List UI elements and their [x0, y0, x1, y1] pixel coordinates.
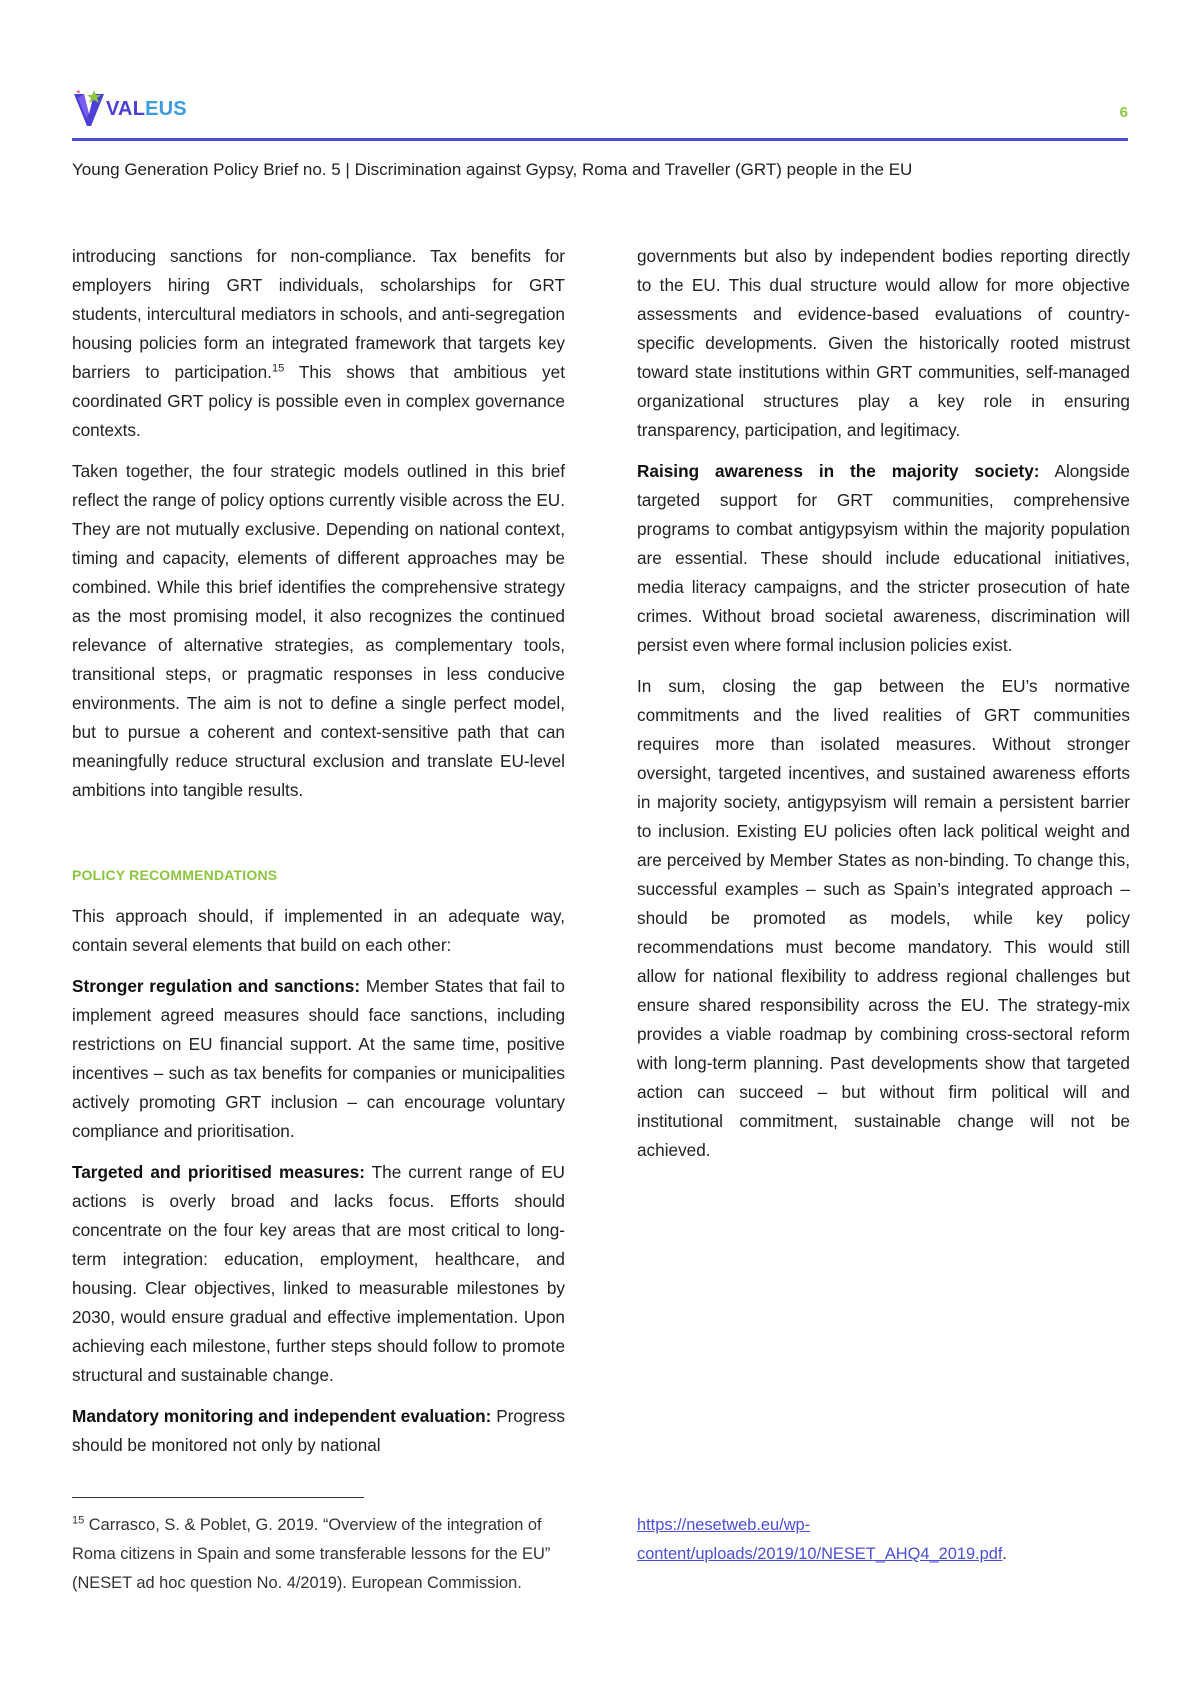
- right-column: [637, 242, 1130, 1177]
- footnote-continuation: https://nesetweb.eu/wp- content/uploads/2019/10/NESET_AHQ4_2019.pdf.: [637, 1516, 1007, 1563]
- paragraph: introducing sanctions for non-compliance. Tax benefits for employers hiring GRT individuals, scholarships for GRT students, intercultural mediators in schools, and anti-segregation housing policies form an integrated framework that targets key barriers to participation.$^{15}$ This shows that ambitious yet coordinated GRT policy is possible even in complex governance contexts.: [72, 246, 565, 440]
- running-title: Young Generation Policy Brief no. 5 | Discrimination against Gypsy, Roma and Traveller (GRT) people in the EU: [72, 160, 913, 179]
- header-rule: [72, 138, 1128, 141]
- recommendation: Mandatory monitoring and independent evaluation: Progress should be monitored not only by national: [72, 1406, 565, 1455]
- paragraph: Taken together, the four strategic models outlined in this brief reflect the range of policy options currently visible across the EU. They are not mutually exclusive. Depending on national context, timing and capacity, elements of different approaches may be combined. While this brief identifies the comprehensive strategy as the most promising model, it also recognizes the continued relevance of alternative strategies, as complementary tools, transitional steps, or pragmatic responses in less conducive environments. The aim is not to define a single perfect model, but to pursue a coherent and context-sensitive path that can meaningfully reduce structural exclusion and translate EU-level ambitions into tangible results.: [72, 461, 565, 800]
- paragraph: governments but also by independent bodies reporting directly to the EU. This dual structure would allow for more objective assessments and evidence-based evaluations of country-specific developments. Given the historically rooted mistrust toward state institutions within GRT communities, self-managed organizational structures play a key role in ensuring transparency, participation, and legitimacy.: [637, 246, 1130, 440]
- footnote-number: 15: [72, 1514, 85, 1527]
- recommendation: Targeted and prioritised measures: The current range of EU actions is overly broad and lacks focus. Efforts should concentrate on the four key areas that are most critical to long-term integration: education, employment, healthcare, and housing. Clear objectives, linked to measurable milestones by 2030, would ensure gradual and effective implementation. Upon achieving each milestone, further steps should follow to promote structural and sustainable change.: [72, 1162, 565, 1385]
- recommendation-title: Targeted and prioritised measures:: [72, 1162, 365, 1182]
- section-heading: POLICY RECOMMENDATIONS: [72, 867, 278, 883]
- recommendation-title: Raising awareness in the majority society:: [637, 461, 1040, 481]
- paragraph: This approach should, if implemented in an adequate way, contain several elements that build on each other:: [72, 906, 565, 955]
- footnote: $^{15}$ Carrasco, S. & Poblet, G. 2019. “Overview of the integration of Roma citizens in Spain and some transferable lessons for the EU” (NESET ad hoc question No. 4/2019). European Commission.: [72, 1514, 551, 1592]
- logo-wordmark: VALEUS: [106, 98, 187, 120]
- paragraph: In sum, closing the gap between the EU’s normative commitments and the lived realities of GRT communities requires more than isolated measures. Without stronger oversight, targeted incentives, and sustained awareness efforts in majority society, antigypsyism will remain a persistent barrier to inclusion. Existing EU policies often lack political weight and are perceived by Member States as non-binding. To change this, successful examples – such as Spain’s integrated approach – should be promoted as models, while key policy recommendations must become mandatory. This would still allow for national flexibility to address regional challenges but ensure shared responsibility across the EU. The strategy-mix provides a viable roadmap by combining cross-sectoral reform with long-term planning. Past developments show that targeted action can succeed – but without firm political will and institutional commitment, sustainable change will not be achieved.: [637, 676, 1130, 1160]
- recommendation: Raising awareness in the majority society: Alongside targeted support for GRT communities, comprehensive programs to combat antigypsyism within the majority population are essential. These should include educational initiatives, media literacy campaigns, and the stricter prosecution of hate crimes. Without broad societal awareness, discrimination will persist even where formal inclusion policies exist.: [637, 461, 1130, 655]
- page-number: 6: [1119, 104, 1128, 121]
- left-column: [72, 242, 565, 1472]
- recommendation-title: Mandatory monitoring and independent evaluation:: [72, 1406, 492, 1426]
- page-header: [72, 80, 1128, 140]
- recommendation-title: Stronger regulation and sanctions:: [72, 976, 361, 996]
- footnote-divider: [72, 1497, 364, 1498]
- valeus-v-icon: [72, 88, 106, 128]
- recommendation: Stronger regulation and sanctions: Member States that fail to implement agreed measures should face sanctions, including restrictions on EU financial support. At the same time, positive incentives – such as tax benefits for companies or municipalities actively promoting GRT inclusion – can encourage voluntary compliance and prioritisation.: [72, 976, 565, 1141]
- footnote-link[interactable]: https://nesetweb.eu/wp- content/uploads/2019/10/NESET_AHQ4_2019.pdf: [637, 1516, 1003, 1563]
- valeus-logo: [72, 88, 202, 128]
- footnote-reference[interactable]: 15: [271, 362, 285, 375]
